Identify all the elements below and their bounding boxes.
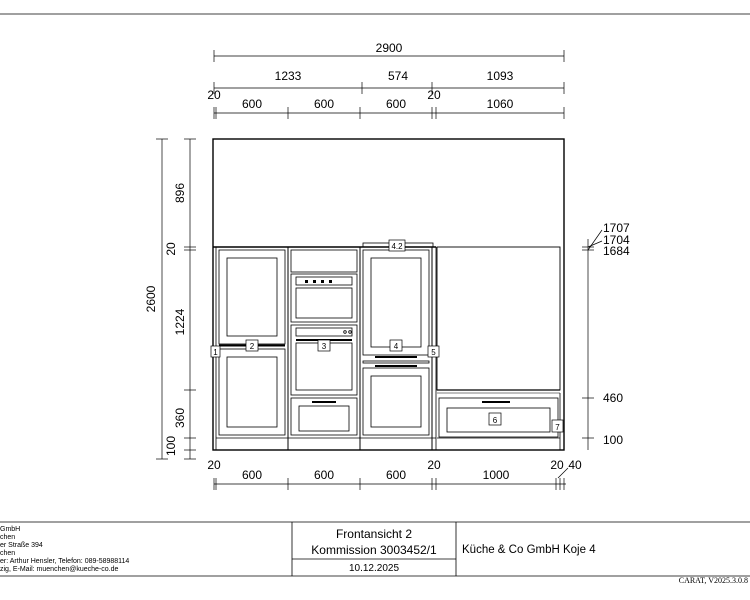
dim-left-20: 20 bbox=[164, 242, 178, 256]
commission-number: Kommission 3003452/1 bbox=[311, 543, 437, 557]
item-label-5: 5 bbox=[431, 348, 436, 357]
item-label-1: 1 bbox=[213, 348, 218, 357]
door-upper-left bbox=[219, 250, 285, 344]
dim-left-100: 100 bbox=[164, 435, 178, 457]
dim-bottom-40: 40 bbox=[568, 458, 582, 472]
company-line-4: chen bbox=[0, 550, 16, 557]
dim-1233: 1233 bbox=[274, 69, 302, 83]
dim-574: 574 bbox=[387, 69, 409, 83]
dim-bottom-600a: 600 bbox=[241, 468, 263, 482]
dim-bottom-600c: 600 bbox=[385, 468, 407, 482]
microwave-buttons bbox=[305, 280, 332, 283]
item-label-6: 6 bbox=[492, 416, 498, 425]
dim-1684: 1684 bbox=[603, 244, 630, 258]
door-upper-right bbox=[363, 250, 429, 355]
dim-right-100: 100 bbox=[603, 433, 624, 447]
item-label-4: 4 bbox=[393, 342, 399, 351]
oven-knob-icon bbox=[349, 331, 352, 334]
company-line-5: er: Arthur Hensler, Telefon: 089-58988114 bbox=[0, 558, 130, 565]
dim-1093: 1093 bbox=[486, 69, 514, 83]
door-lower-right bbox=[363, 368, 429, 435]
dim-360: 360 bbox=[173, 407, 187, 429]
oven-knob-icon bbox=[344, 331, 347, 334]
wall-outline bbox=[213, 139, 564, 450]
niche bbox=[437, 247, 560, 390]
dim-1224: 1224 bbox=[173, 308, 187, 336]
item-label-3: 3 bbox=[321, 342, 327, 351]
oven bbox=[291, 325, 357, 395]
dim-bottom-20b: 20 bbox=[427, 458, 441, 472]
door-panel-upper-right bbox=[371, 258, 421, 347]
door-panel-lower-right bbox=[371, 376, 421, 427]
dim-top-1060: 1060 bbox=[486, 97, 514, 111]
dim-bottom-20a: 20 bbox=[207, 458, 221, 472]
dim-top-600b: 600 bbox=[313, 97, 335, 111]
item-label-7: 7 bbox=[555, 423, 560, 432]
door-panel-upper-left bbox=[227, 258, 277, 336]
dim-top-600a: 600 bbox=[241, 97, 263, 111]
microwave-window bbox=[296, 288, 352, 318]
drawer-panel-oven-column bbox=[299, 406, 349, 431]
drawer-oven-column bbox=[291, 398, 357, 435]
company-line-1: GmbH bbox=[0, 526, 21, 533]
dim-total-width: 2900 bbox=[375, 41, 403, 55]
door-lower-left bbox=[219, 349, 285, 435]
dim-1704: 1704 bbox=[603, 233, 630, 247]
door-panel-lower-left bbox=[227, 357, 277, 427]
company-line-3: er Straße 394 bbox=[0, 542, 43, 549]
dim-total-height: 2600 bbox=[144, 285, 158, 313]
client-booth: Küche & Co GmbH Koje 4 bbox=[462, 544, 596, 556]
item-label-4-2: 4.2 bbox=[391, 242, 403, 251]
company-line-6: zig, E-Mail: muenchen@kueche-co.de bbox=[0, 566, 119, 573]
software-version: CARAT, V2025.3.0.8 bbox=[678, 576, 748, 585]
dim-1707: 1707 bbox=[603, 221, 630, 235]
item-label-2: 2 bbox=[249, 342, 255, 351]
dim-bottom-600b: 600 bbox=[313, 468, 335, 482]
dim-bottom-1000: 1000 bbox=[482, 468, 510, 482]
company-line-2: chen bbox=[0, 534, 16, 541]
top-flap bbox=[291, 250, 357, 272]
tall-cabinet-right bbox=[363, 243, 433, 435]
dim-top-20a: 20 bbox=[207, 88, 221, 102]
dim-upper-896: 896 bbox=[173, 182, 187, 204]
shelf-line bbox=[363, 361, 429, 363]
dim-top-600c: 600 bbox=[385, 97, 407, 111]
view-title: Frontansicht 2 bbox=[335, 527, 413, 541]
right-dimensions bbox=[582, 230, 602, 450]
dim-bottom-20c: 20 bbox=[550, 458, 564, 472]
dim-460: 460 bbox=[603, 391, 624, 405]
drawing-date: 10.12.2025 bbox=[348, 563, 400, 574]
dim-top-20b: 20 bbox=[427, 88, 441, 102]
